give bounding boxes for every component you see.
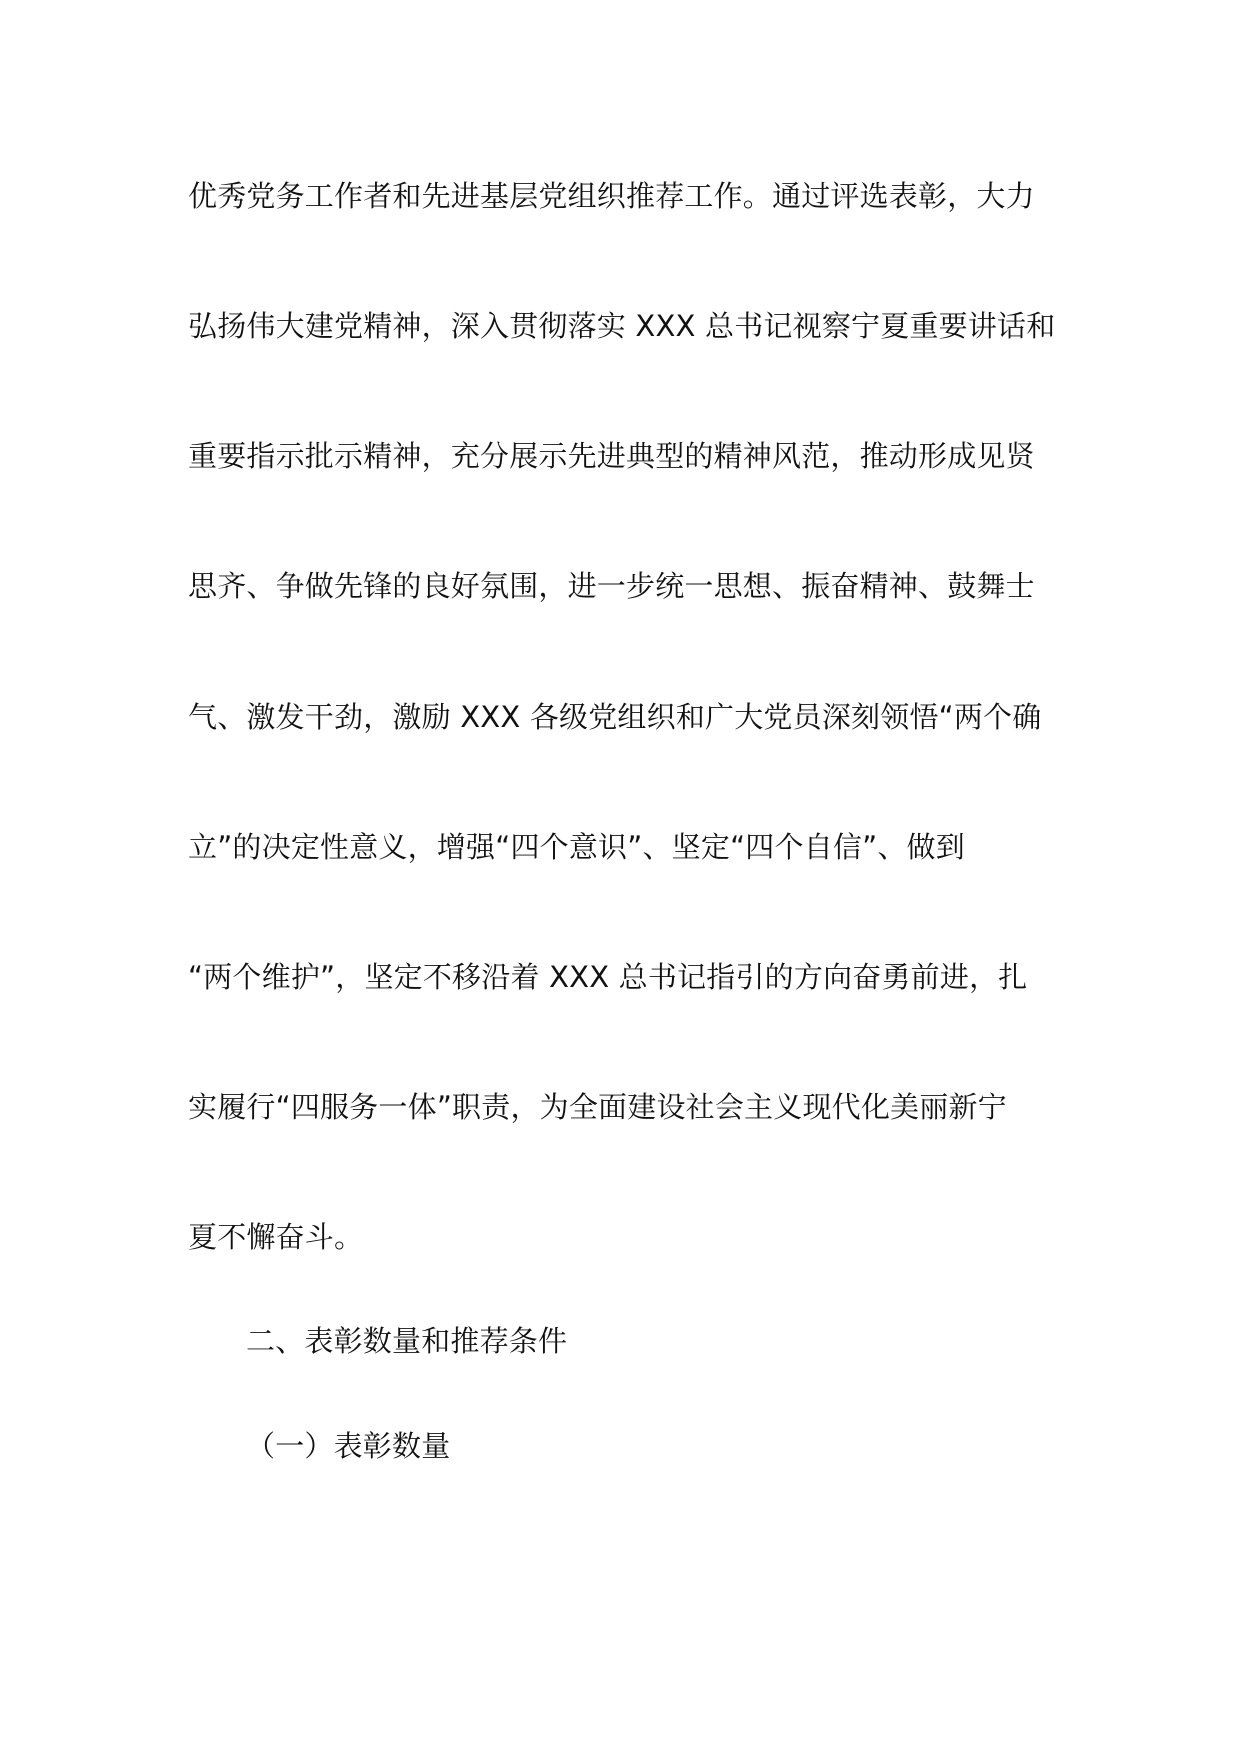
section-heading: 二、表彰数量和推荐条件 bbox=[246, 1324, 568, 1358]
paragraph-line: 重要指示批示精神，充分展示先进典型的精神风范，推动形成见贤 bbox=[188, 439, 1035, 473]
paragraph-line: 弘扬伟大建党精神，深入贯彻落实 XXX 总书记视察宁夏重要讲话和 bbox=[188, 309, 1056, 343]
paragraph-line: “两个维护”，坚定不移沿着 XXX 总书记指引的方向奋勇前进，扎 bbox=[188, 960, 1028, 994]
paragraph-line: 夏不懈奋斗。 bbox=[188, 1220, 364, 1254]
subsection-heading: （一）表彰数量 bbox=[246, 1429, 451, 1463]
paragraph-line: 立”的决定性意义，增强“四个意识”、坚定“四个自信”、做到 bbox=[188, 830, 965, 864]
paragraph-line: 气、激发干劲，激励 XXX 各级党组织和广大党员深刻领悟“两个确 bbox=[188, 700, 1042, 734]
paragraph-line: 实履行“四服务一体”职责，为全面建设社会主义现代化美丽新宁 bbox=[188, 1090, 1007, 1124]
paragraph-line: 思齐、争做先锋的良好氛围，进一步统一思想、振奋精神、鼓舞士 bbox=[188, 569, 1035, 603]
paragraph-line: 优秀党务工作者和先进基层党组织推荐工作。通过评选表彰，大力 bbox=[188, 179, 1035, 213]
